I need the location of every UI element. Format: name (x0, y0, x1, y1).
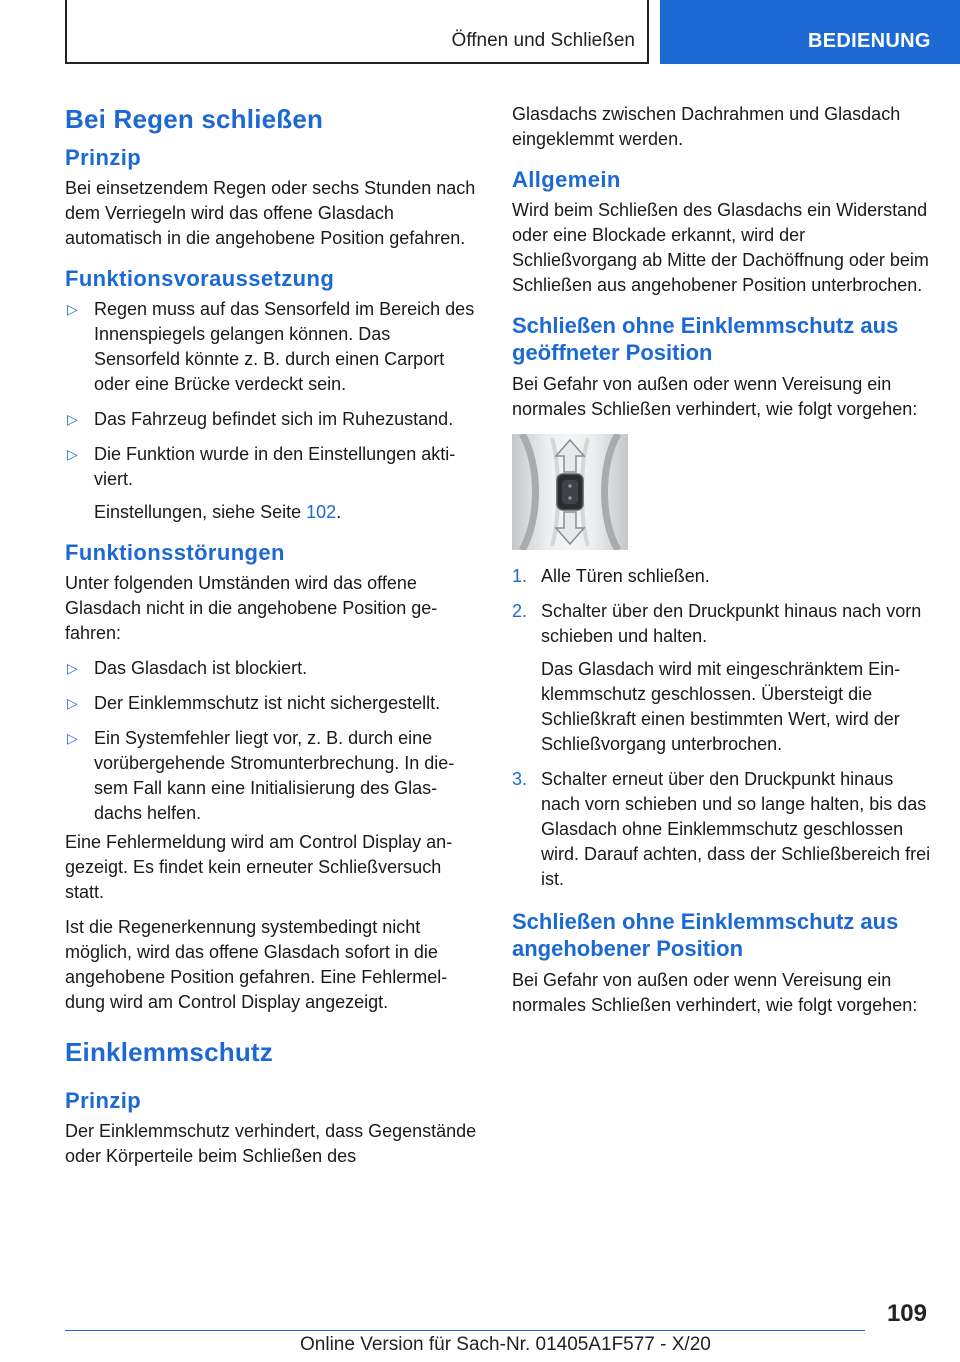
footer-text: Online Version für Sach-Nr. 01405A1F577 - X/20 (300, 1334, 711, 1355)
triangle-bullet-icon: ▷ (67, 730, 78, 746)
triangle-bullet-icon: ▷ (67, 695, 78, 711)
triangle-bullet-icon: ▷ (67, 301, 78, 317)
paragraph-funktionsstoerungen: Unter folgenden Umständen wird das offene Glasdach nicht in die angehobene Position gefahren: (65, 573, 438, 643)
paragraph-continued: Glasdachs zwischen Dachrahmen und Glasdach eingeklemmt werden. (512, 104, 901, 149)
triangle-bullet-icon: ▷ (67, 660, 78, 676)
page-link-102[interactable]: 102 (306, 502, 337, 522)
paragraph-geoeffnet: Bei Gefahr von außen oder wenn Vereisung ein normales Schließen verhindert, wie folgt vorgehen: (512, 374, 918, 419)
settings-reference: Einstellungen, siehe Seite 102. (94, 502, 342, 522)
paragraph-allgemein: Wird beim Schließen des Glasdachs ein Widerstand oder eine Blockade erkannt, wird der Schließvorgang ab Mitte der Dachöffnung oder beim Schließen aus angehobener Position unterbrochen. (512, 200, 929, 295)
step-item: 1. Alle Türen schließen. (512, 564, 932, 589)
step-number: 3. (512, 769, 528, 789)
list-item: ▷ Das Glasdach ist blockiert. (65, 656, 477, 681)
header-box (65, 0, 649, 64)
step-item: 2. Schalter über den Druckpunkt hinaus nach vorn schieben und halten. Das Glasdach wird mit eingeschränktem Einklemmschutz geschlossen. Übersteigt die Schließkraft einen bestimmten Wert, wird der Schließvorgang unterbrochen. (512, 599, 932, 757)
heading-funktionsvoraussetzung: Funktionsvoraussetzung (65, 266, 335, 291)
heading-schliessen-geoeffnet: Schließen ohne Einklemmschutz aus geöffneter Position (512, 313, 899, 365)
step-item: 3. Schalter erneut über den Druckpunkt hinaus nach vorn schieben und so lange halten, bis das Glasdach ohne Einklemmschutz geschlossen wird. Darauf achten, dass der Schließbereich frei ist. (512, 769, 931, 889)
header-title: Öffnen und Schließen (451, 30, 635, 51)
steps-list (512, 564, 932, 892)
roof-switch-illustration (512, 434, 628, 550)
step-number: 1. (512, 566, 528, 586)
left-column (65, 96, 477, 1179)
triangle-bullet-icon: ▷ (67, 446, 78, 462)
list-item: ▷ Die Funktion wurde in den Einstellungen aktiviert. Einstellungen, siehe Seite 102. (65, 442, 477, 525)
heading-prinzip: Prinzip (65, 145, 142, 170)
right-column (512, 102, 932, 1028)
paragraph-angehoben: Bei Gefahr von außen oder wenn Vereisung ein normales Schließen verhindert, wie folgt vorgehen: (512, 970, 918, 1015)
heading-bei-regen-schliessen: Bei Regen schließen (65, 104, 324, 134)
heading-allgemein: Allgemein (512, 167, 621, 192)
list-item: ▷ Regen muss auf das Sensorfeld im Bereich des Innenspiegels gelangen können. Das Sensorfeld könnte z. B. durch einen Carport oder eine Brücke verdeckt sein. (67, 299, 475, 394)
list-funktionsstoerungen (65, 656, 477, 826)
heading-schliessen-angehoben: Schließen ohne Einklemmschutz aus angehobener Position (512, 909, 899, 961)
paragraph-prinzip-2: Der Einklemmschutz verhindert, dass Gegenstände oder Körperteile beim Schließen des (65, 1121, 477, 1166)
paragraph-prinzip: Bei einsetzendem Regen oder sechs Stunden nach dem Verriegeln wird das offene Glasdach automatisch in die angehobene Position gefahren. (65, 178, 476, 248)
roof-switch-image (512, 434, 628, 550)
list-funktionsvoraussetzung (65, 297, 477, 525)
paragraph-regenerkennung: Ist die Regenerkennung systembedingt nicht möglich, wird das offene Glasdach sofort in die angehobene Position gefahren. Eine Fehlermeldung wird am Control Display angezeigt. (65, 917, 448, 1012)
triangle-bullet-icon: ▷ (67, 411, 78, 427)
list-item: ▷ Das Fahrzeug befindet sich im Ruhezustand. (65, 407, 477, 432)
step-number: 2. (512, 601, 528, 621)
page-number: 109 (886, 1300, 927, 1327)
heading-funktionsstoerungen: Funktionsstörungen (65, 540, 285, 565)
paragraph-fehlermeldung: Eine Fehlermeldung wird am Control Display angezeigt. Es findet kein erneuter Schließversuch statt. (65, 832, 453, 902)
heading-einklemmschutz: Einklemmschutz (65, 1037, 273, 1067)
header-tab[interactable] (660, 0, 960, 64)
list-item: ▷ Der Einklemmschutz ist nicht sichergestellt. (65, 691, 477, 716)
header-tab-label: BEDIENUNG (808, 30, 931, 52)
heading-prinzip-2: Prinzip (65, 1088, 142, 1113)
step-note: Das Glasdach wird mit eingeschränktem Einklemmschutz geschlossen. Übersteigt die Schließkraft einen bestimmten Wert, wird der Schließvorgang unterbrochen. (541, 659, 901, 754)
footer-divider (65, 1330, 865, 1331)
list-item: ▷ Ein Systemfehler liegt vor, z. B. durch eine vorübergehende Stromunterbrechung. In diesem Fall kann eine Initialisierung des Glasdachs helfen. (67, 728, 455, 823)
